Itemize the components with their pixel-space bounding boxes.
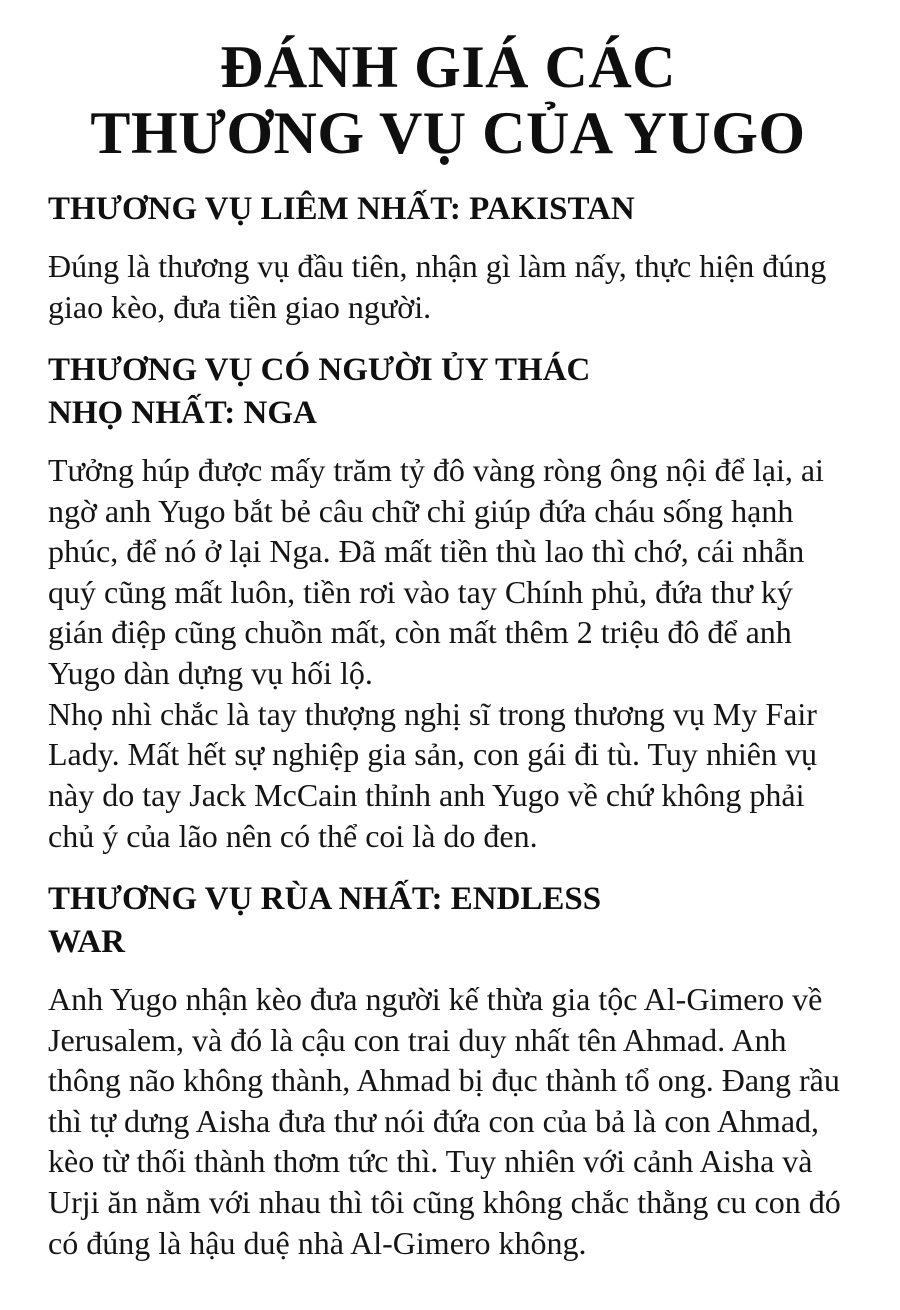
section-nga (48, 349, 848, 856)
section-endless-war-paragraph-1: Anh Yugo nhận kèo đưa người kế thừa gia tộc Al-Gimero về Jerusalem, và đó là cậu con trai duy nhất tên Ahmad. Anh thông não không thành, Ahmad bị đục thành tổ ong. Đang rầu thì tự dưng Aisha đưa thư nói đứa con của bả là con Ahmad, kèo từ thối thành thơm tức thì. Tuy nhiên với cảnh Aisha và Urji ăn nằm với nhau thì tôi cũng không chắc thằng cu con đó có đúng là hậu duệ nhà Al-Gimero không. (48, 980, 841, 1261)
section-nga-paragraph-2: Nhọ nhì chắc là tay thượng nghị sĩ trong thương vụ My Fair Lady. Mất hết sự nghiệp gia sản, con gái đi tù. Tuy nhiên vụ này do tay Jack McCain thỉnh anh Yugo về chứ không phải chủ ý của lão nên có thể coi là do đen. (48, 695, 817, 854)
section-endless-war-heading-line-1: THƯƠNG VỤ RÙA NHẤT: ENDLESS (48, 881, 602, 918)
section-endless-war-heading (48, 878, 848, 964)
section-pakistan-heading (48, 188, 848, 231)
section-endless-war (48, 878, 848, 1263)
section-nga-heading-line-2: NHỌ NHẤT: NGA (48, 395, 317, 432)
section-pakistan (48, 188, 848, 327)
page-title (48, 34, 848, 166)
page-title-line-1: ĐÁNH GIÁ CÁC (220, 34, 676, 100)
section-nga-paragraph-1: Tưởng húp được mấy trăm tỷ đô vàng ròng ông nội để lại, ai ngờ anh Yugo bắt bẻ câu chữ chỉ giúp đứa cháu sống hạnh phúc, để nó ở lại Nga. Đã mất tiền thù lao thì chớ, cái nhẫn quý cũng mất luôn, tiền rơi vào tay Chính phủ, đứa thư ký gián điệp cũng chuồn mất, còn mất thêm 2 triệu đô để anh Yugo dàn dựng vụ hối lộ. (48, 451, 824, 692)
section-nga-heading-line-1: THƯƠNG VỤ CÓ NGƯỜI ỦY THÁC (48, 352, 591, 389)
page-title-line-2: THƯƠNG VỤ CỦA YUGO (90, 100, 806, 166)
section-pakistan-heading-line-1: THƯƠNG VỤ LIÊM NHẤT: PAKISTAN (48, 191, 635, 227)
section-nga-heading (48, 349, 848, 435)
section-endless-war-heading-line-2: WAR (48, 924, 126, 961)
section-pakistan-paragraph-1: Đúng là thương vụ đầu tiên, nhận gì làm nấy, thực hiện đúng giao kèo, đưa tiền giao người. (48, 247, 827, 325)
